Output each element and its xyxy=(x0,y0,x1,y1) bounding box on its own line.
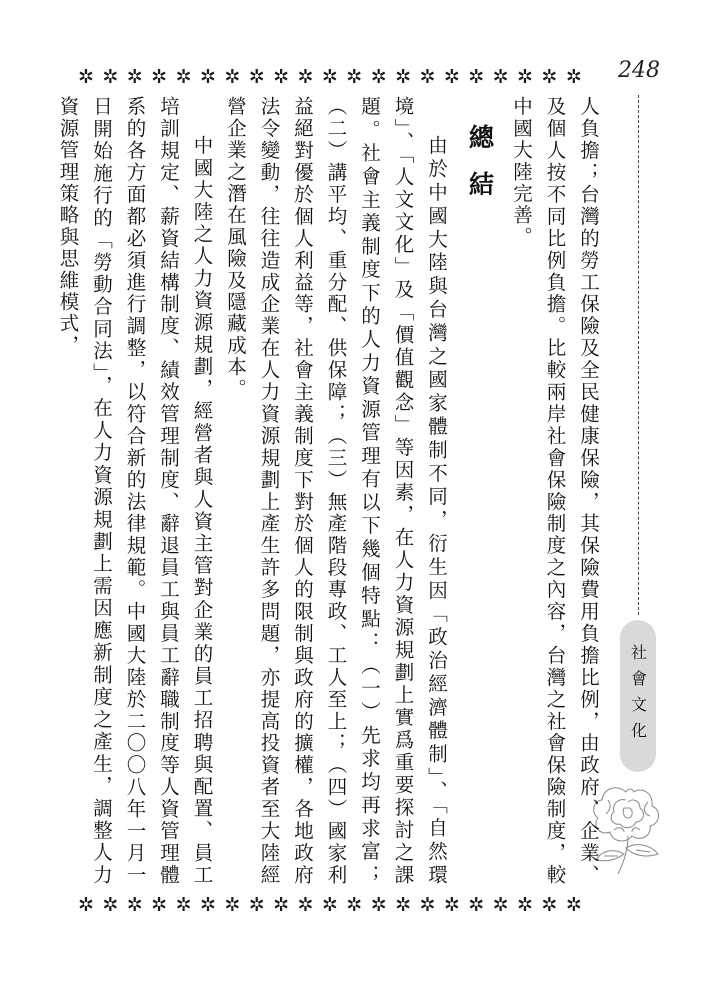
body-paragraph-1: 由於中國大陸與台灣之國家體制不同，衍生因「政治經濟體制」、「自然環境」、「人文文化」及「價值觀念」等因素，在人力資源規劃上實爲重要探討之課題。社會主義制度下的人力資源管理有以下幾個特點：（一）先求均再求富；（二）講平均、重分配、供保障；（三）無產階段專政、工人至上；（四）國家利益絕對優於個人利益等，社會主義制度下對於個人的限制與政府的擴權，各地政府法令變動，往往造成企業在人力資源規劃上產生許多問題，亦提高投資者至大陸經營企業之潛在風險及隱藏成本。 xyxy=(224,96,448,886)
ornament-star-icon: ✲ xyxy=(541,66,558,88)
side-dashed-line xyxy=(638,95,639,615)
ornament-star-icon: ✲ xyxy=(126,894,143,916)
ornament-star-icon: ✲ xyxy=(492,66,509,88)
ornament-star-icon: ✲ xyxy=(346,66,363,88)
ornament-star-icon: ✲ xyxy=(370,66,387,88)
ornament-star-icon: ✲ xyxy=(395,66,411,88)
continued-paragraph: 人負擔；台灣的勞工保險及全民健康保險，其保險費用負擔比例，由政府、企業、及個人按不同比例負擔。比較兩岸社會保險制度之內容，台灣之社會保險制度，較中國大陸完善。 xyxy=(510,96,600,886)
top-ornament-row xyxy=(78,66,582,88)
ornament-star-icon: ✲ xyxy=(78,66,94,88)
ornament-star-icon: ✲ xyxy=(517,894,533,916)
ornament-star-icon: ✲ xyxy=(541,894,558,916)
ornament-star-icon: ✲ xyxy=(224,66,241,88)
ornament-star-icon: ✲ xyxy=(151,66,168,88)
ornament-star-icon: ✲ xyxy=(199,894,216,916)
ornament-star-icon: ✲ xyxy=(517,66,533,88)
ornament-star-icon: ✲ xyxy=(224,894,241,916)
ornament-star-icon: ✲ xyxy=(78,894,94,916)
ornament-star-icon: ✲ xyxy=(321,894,338,916)
ornament-star-icon: ✲ xyxy=(151,894,168,916)
ornament-star-icon: ✲ xyxy=(468,894,485,916)
ornament-star-icon: ✲ xyxy=(395,894,411,916)
ornament-star-icon: ✲ xyxy=(175,66,192,88)
ornament-star-icon: ✲ xyxy=(370,894,387,916)
ornament-star-icon: ✲ xyxy=(492,894,509,916)
ornament-star-icon: ✲ xyxy=(565,894,582,916)
ornament-star-icon: ✲ xyxy=(321,66,338,88)
ornament-star-icon: ✲ xyxy=(199,66,216,88)
section-heading: 總結 xyxy=(465,124,495,218)
ornament-star-icon: ✲ xyxy=(419,66,436,88)
bottom-ornament-row xyxy=(78,894,582,916)
ornament-star-icon: ✲ xyxy=(297,894,314,916)
ornament-star-icon: ✲ xyxy=(248,894,265,916)
ornament-star-icon: ✲ xyxy=(443,66,460,88)
ornament-star-icon: ✲ xyxy=(102,66,119,88)
ornament-star-icon: ✲ xyxy=(126,66,143,88)
ornament-star-icon: ✲ xyxy=(273,66,290,88)
ornament-star-icon: ✲ xyxy=(297,66,314,88)
ornament-star-icon: ✲ xyxy=(248,66,265,88)
ornament-star-icon: ✲ xyxy=(443,894,460,916)
section-tab-label: 社會文化 xyxy=(628,644,648,748)
body-paragraph-2: 中國大陸之人力資源規劃，經營者與人資主管對企業的員工招聘與配置、員工培訓規定、薪資結構制度、績效管理制度、辭退員工與員工辭職制度等人資管理體系的各方面都必須進行調整，以符合新的法律規範。中國大陸於二〇〇八年一月一日開始施行的「勞動合同法」，在人力資源規劃上需因應新制度之產生，調整人力資源管理策略與思維模式， xyxy=(56,96,214,886)
ornament-star-icon: ✲ xyxy=(419,894,436,916)
ornament-star-icon: ✲ xyxy=(468,66,485,88)
ornament-star-icon: ✲ xyxy=(346,894,363,916)
ornament-star-icon: ✲ xyxy=(175,894,192,916)
ornament-star-icon: ✲ xyxy=(565,66,582,88)
ornament-star-icon: ✲ xyxy=(102,894,119,916)
page-number: 248 xyxy=(618,58,660,83)
vertical-text-body xyxy=(56,96,605,886)
ornament-star-icon: ✲ xyxy=(273,894,290,916)
section-tab xyxy=(620,620,656,772)
